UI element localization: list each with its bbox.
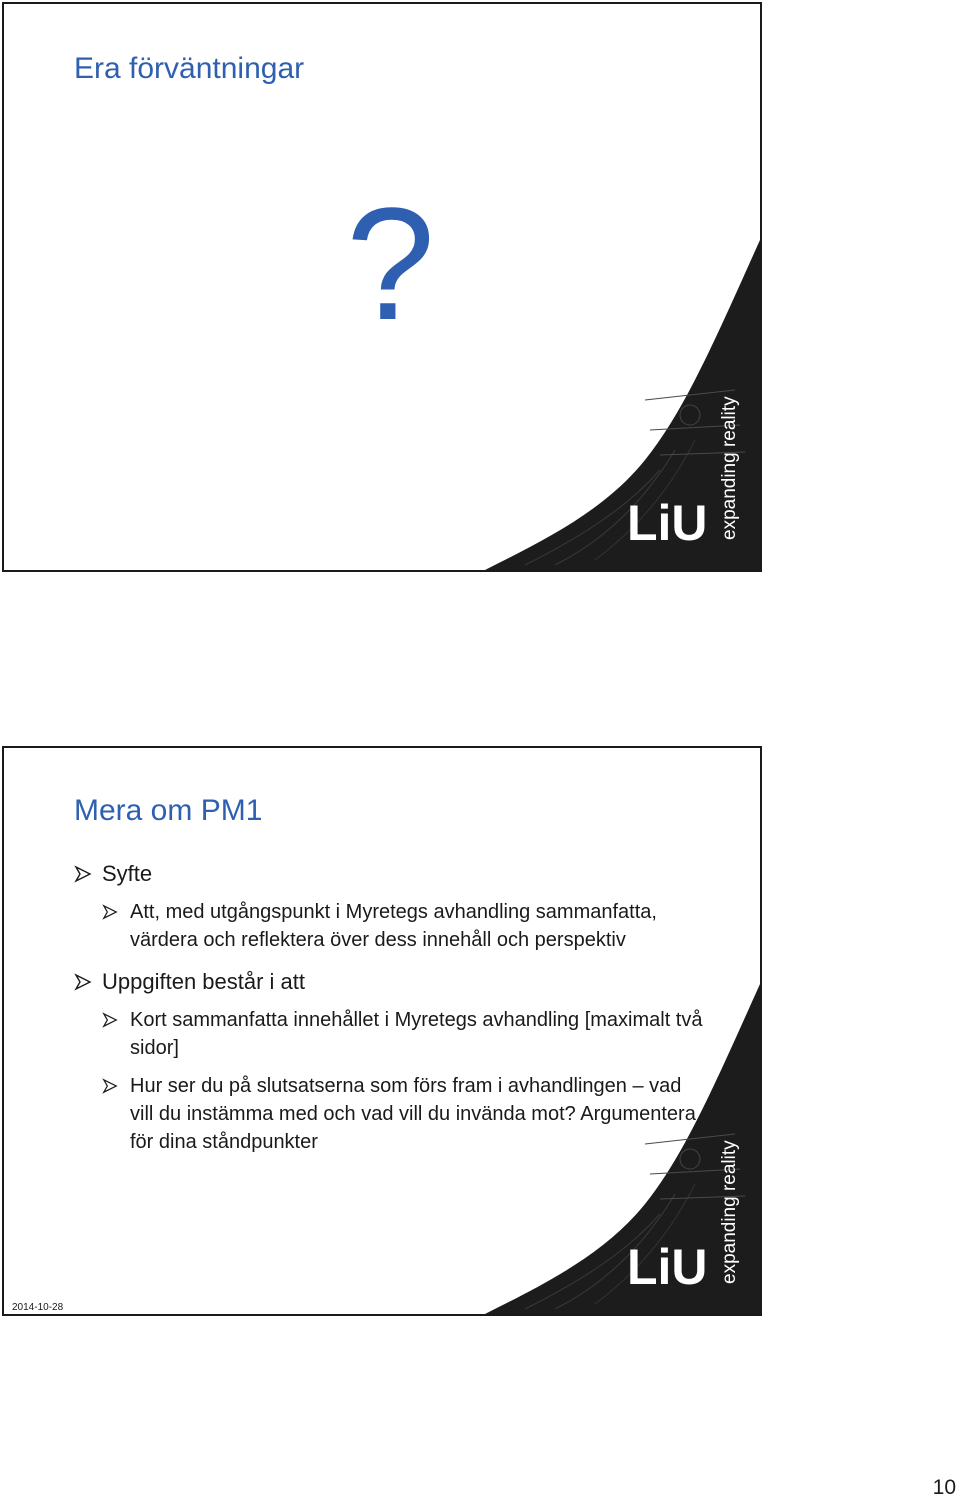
liu-brand-panel xyxy=(485,240,760,570)
liu-brand-panel xyxy=(485,984,760,1314)
arrow-bullet-icon xyxy=(102,1012,118,1028)
sub-bullet-text: Kort sammanfatta innehållet i Myretegs avhandling [maximalt två sidor] xyxy=(130,1009,703,1059)
slide-date: 2014-10-28 xyxy=(12,1302,64,1313)
sub-bullet-text: Att, med utgångspunkt i Myretegs avhandling sammanfatta, värdera och reflektera över dess innehåll och perspektiv xyxy=(130,901,657,951)
sub-bullet xyxy=(102,898,704,954)
arrow-bullet-icon xyxy=(102,1078,118,1094)
slide-1 xyxy=(2,2,762,572)
liu-logo-icon xyxy=(485,240,760,570)
svg-text:LiU: LiU xyxy=(627,1239,708,1295)
liu-logo-icon xyxy=(485,984,760,1314)
slide-title: Era förväntningar xyxy=(74,52,305,85)
sub-bullet-list xyxy=(102,898,704,954)
bullet-syfte xyxy=(74,860,704,954)
svg-text:LiU: LiU xyxy=(627,495,708,551)
arrow-bullet-icon xyxy=(102,904,118,920)
svg-text:expanding reality: expanding reality xyxy=(719,1140,740,1284)
arrow-bullet-icon xyxy=(74,865,92,883)
bullet-text: Syfte xyxy=(102,861,153,886)
slide-2 xyxy=(2,746,762,1316)
page-number: 10 xyxy=(932,1476,956,1499)
svg-text:expanding reality: expanding reality xyxy=(719,396,740,540)
sub-bullet-text: Hur ser du på slutsatserna som förs fram i avhandlingen – vad vill du instämma med och vad vill du invända mot? Argumentera för dina ståndpunkter xyxy=(130,1075,696,1153)
bullet-text: Uppgiften består i att xyxy=(102,969,306,994)
slide-title: Mera om PM1 xyxy=(74,794,263,827)
question-mark: ? xyxy=(346,174,435,353)
arrow-bullet-icon xyxy=(74,973,92,991)
